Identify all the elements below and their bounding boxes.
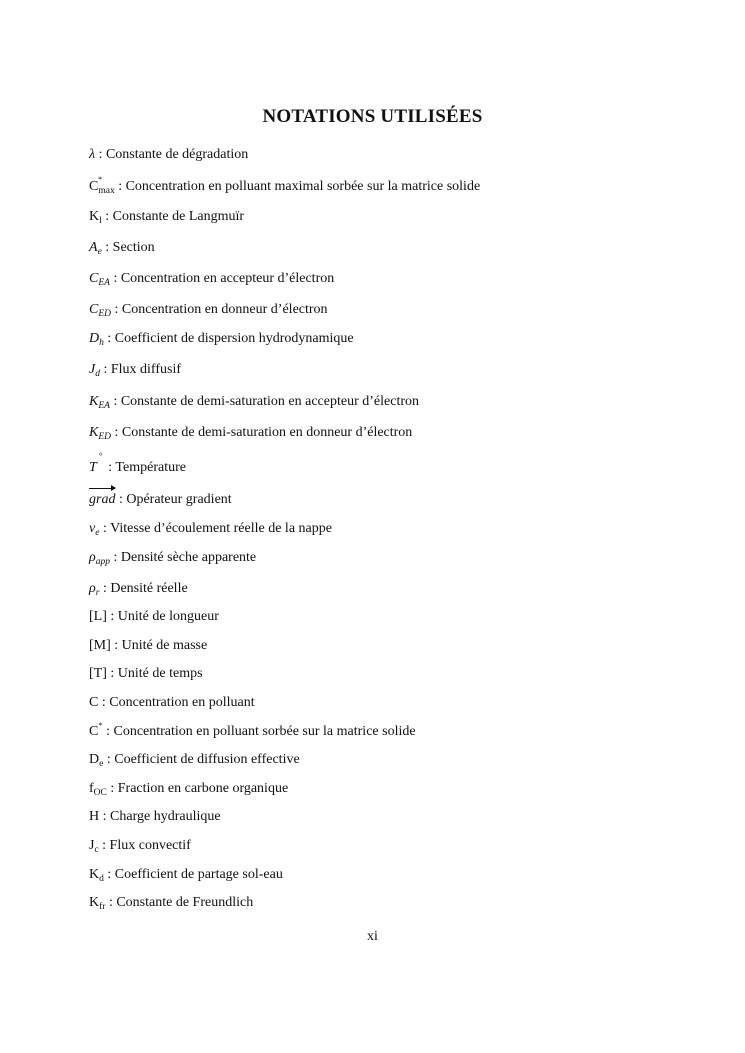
notation-kl: [89, 208, 244, 227]
notation-kd: [89, 866, 283, 885]
vector-arrow-icon: [89, 488, 115, 489]
symbol-foc-base: f: [89, 781, 94, 796]
definition-ced: : Concentration en donneur d’électron: [111, 302, 328, 317]
notation-lambda: [89, 146, 248, 164]
notation-cea: [89, 270, 334, 289]
symbol-kl-base: K: [89, 209, 100, 224]
symbol-kd-base: K: [89, 867, 100, 882]
definition-c: : Concentration en polluant: [98, 695, 255, 710]
symbol-ae: [89, 240, 102, 255]
symbol-cea-base: C: [89, 271, 99, 286]
symbol-kfr-sub: fr: [99, 902, 106, 912]
symbol-kl: [89, 209, 102, 224]
symbol-kl-sub: l: [99, 216, 102, 226]
symbol-kea: [89, 394, 110, 409]
symbol-ked: [89, 425, 111, 440]
symbol-de-sub: e: [99, 759, 104, 769]
symbol-cmax-base: C: [89, 179, 99, 194]
symbol-jc: [89, 838, 99, 853]
notation-kfr: [89, 894, 253, 913]
symbol-dh-base: D: [89, 331, 100, 346]
symbol-de: [89, 752, 103, 767]
symbol-cmax: [89, 174, 115, 197]
notation-rhor: [89, 580, 188, 599]
definition-cmax: : Concentration en polluant maximal sorbée sur la matrice solide: [114, 179, 481, 194]
symbol-de-base: D: [89, 752, 100, 767]
symbol-cstar: [89, 720, 103, 739]
symbol-cmax-sub: max: [98, 186, 115, 196]
symbol-ve-base: v: [89, 521, 96, 536]
symbol-jc-base: J: [89, 838, 95, 853]
symbol-kea-base: K: [89, 394, 99, 409]
symbol-rhor-sub: r: [95, 588, 100, 598]
notation-h: [89, 808, 221, 826]
symbol-rhor-base: ρ: [89, 581, 96, 596]
symbol-rhoapp: [89, 550, 110, 565]
definition-rhor: : Densité réelle: [99, 581, 188, 596]
symbol-length-unit: [L]: [89, 609, 107, 624]
symbol-temperature-degree: °: [99, 451, 103, 461]
definition-grad: : Opérateur gradient: [115, 492, 232, 507]
notation-grad: [89, 491, 232, 509]
symbol-ked-sub: ED: [98, 432, 112, 442]
notation-temperature: [89, 451, 186, 477]
definition-ve: : Vitesse d’écoulement réelle de la nappe: [99, 521, 332, 536]
notation-jd: [89, 361, 181, 380]
symbol-dh: [89, 331, 104, 346]
symbol-ced-sub: ED: [98, 309, 112, 319]
notation-ae: [89, 239, 155, 258]
symbol-temperature: [89, 451, 105, 477]
symbol-mass-unit: [M]: [89, 638, 111, 653]
definition-ked: : Constante de demi-saturation en donneur d’électron: [111, 425, 413, 440]
definition-jc: : Flux convectif: [98, 838, 191, 853]
notation-cstar: [89, 720, 416, 741]
definition-time-unit: : Unité de temps: [106, 666, 203, 681]
symbol-rhoapp-base: ρ: [89, 550, 96, 565]
symbol-ve: [89, 521, 99, 536]
notation-dh: [89, 330, 354, 349]
symbol-ked-base: K: [89, 425, 99, 440]
definition-de: : Coefficient de diffusion effective: [103, 752, 300, 767]
symbol-foc: [89, 781, 107, 796]
notation-time-unit: [89, 665, 203, 683]
symbol-jd: [89, 362, 100, 377]
definition-temperature: : Température: [104, 460, 186, 475]
page-number: xi: [367, 929, 378, 944]
definition-cstar: : Concentration en polluant sorbée sur la matrice solide: [102, 724, 416, 739]
notation-ve: [89, 520, 332, 539]
definition-foc: : Fraction en carbone organique: [106, 781, 289, 796]
notation-kea: [89, 393, 419, 412]
symbol-cmax-sup: *: [98, 174, 103, 184]
notation-rhoapp: [89, 549, 256, 568]
symbol-rhor: [89, 581, 99, 596]
notation-length-unit: [89, 608, 219, 626]
symbol-cea-sub: EA: [98, 278, 110, 288]
notation-de: [89, 751, 300, 770]
symbol-ve-sub: e: [95, 528, 100, 538]
notation-cmax: [89, 174, 481, 197]
definition-ae: : Section: [101, 240, 155, 255]
symbol-ced: [89, 302, 111, 317]
definition-kea: : Constante de demi-saturation en accepteur d’électron: [109, 394, 419, 409]
symbol-ae-sub: e: [97, 247, 102, 257]
symbol-grad: [89, 491, 115, 509]
symbol-rhoapp-sub: app: [95, 557, 110, 567]
notation-mass-unit: [89, 637, 207, 655]
definition-kd: : Coefficient de partage sol-eau: [103, 867, 283, 882]
notation-ked: [89, 424, 412, 443]
definition-h: : Charge hydraulique: [99, 809, 221, 824]
symbol-kd-sub: d: [99, 874, 104, 884]
symbol-jc-sub: c: [94, 845, 99, 855]
symbol-kfr: [89, 895, 105, 910]
symbol-cstar-base: C: [89, 724, 99, 739]
symbol-c: C: [89, 695, 99, 710]
definition-mass-unit: : Unité de masse: [110, 638, 208, 653]
symbol-kd: [89, 867, 104, 882]
definition-cea: : Concentration en accepteur d’électron: [109, 271, 335, 286]
symbol-grad-text: grad: [89, 492, 116, 507]
symbol-kea-sub: EA: [98, 401, 110, 411]
definition-length-unit: : Unité de longueur: [106, 609, 219, 624]
symbol-kfr-base: K: [89, 895, 100, 910]
notation-ced: [89, 301, 328, 320]
symbol-foc-sub: OC: [93, 788, 107, 798]
notation-c: [89, 694, 255, 712]
definition-jd: : Flux diffusif: [99, 362, 181, 377]
symbol-dh-sub: h: [99, 338, 104, 348]
symbol-temperature-base: T: [89, 460, 97, 475]
symbol-h: H: [89, 809, 100, 824]
symbol-cstar-sup: *: [98, 720, 103, 730]
notation-foc: [89, 780, 288, 799]
definition-kl: : Constante de Langmuïr: [101, 209, 245, 224]
symbol-time-unit: [T]: [89, 666, 107, 681]
definition-rhoapp: : Densité sèche apparente: [109, 550, 257, 565]
definition-dh: : Coefficient de dispersion hydrodynamique: [103, 331, 354, 346]
definition-kfr: : Constante de Freundlich: [105, 895, 254, 910]
symbol-cea: [89, 271, 110, 286]
page-title: NOTATIONS UTILISÉES: [262, 106, 483, 127]
symbol-ae-base: A: [89, 240, 98, 255]
notation-jc: [89, 837, 191, 856]
symbol-ced-base: C: [89, 302, 99, 317]
symbol-jd-base: J: [89, 362, 96, 377]
symbol-jd-sub: d: [95, 369, 100, 379]
definition-lambda: : Constante de dégradation: [95, 147, 249, 162]
symbol-lambda: λ: [89, 147, 96, 162]
